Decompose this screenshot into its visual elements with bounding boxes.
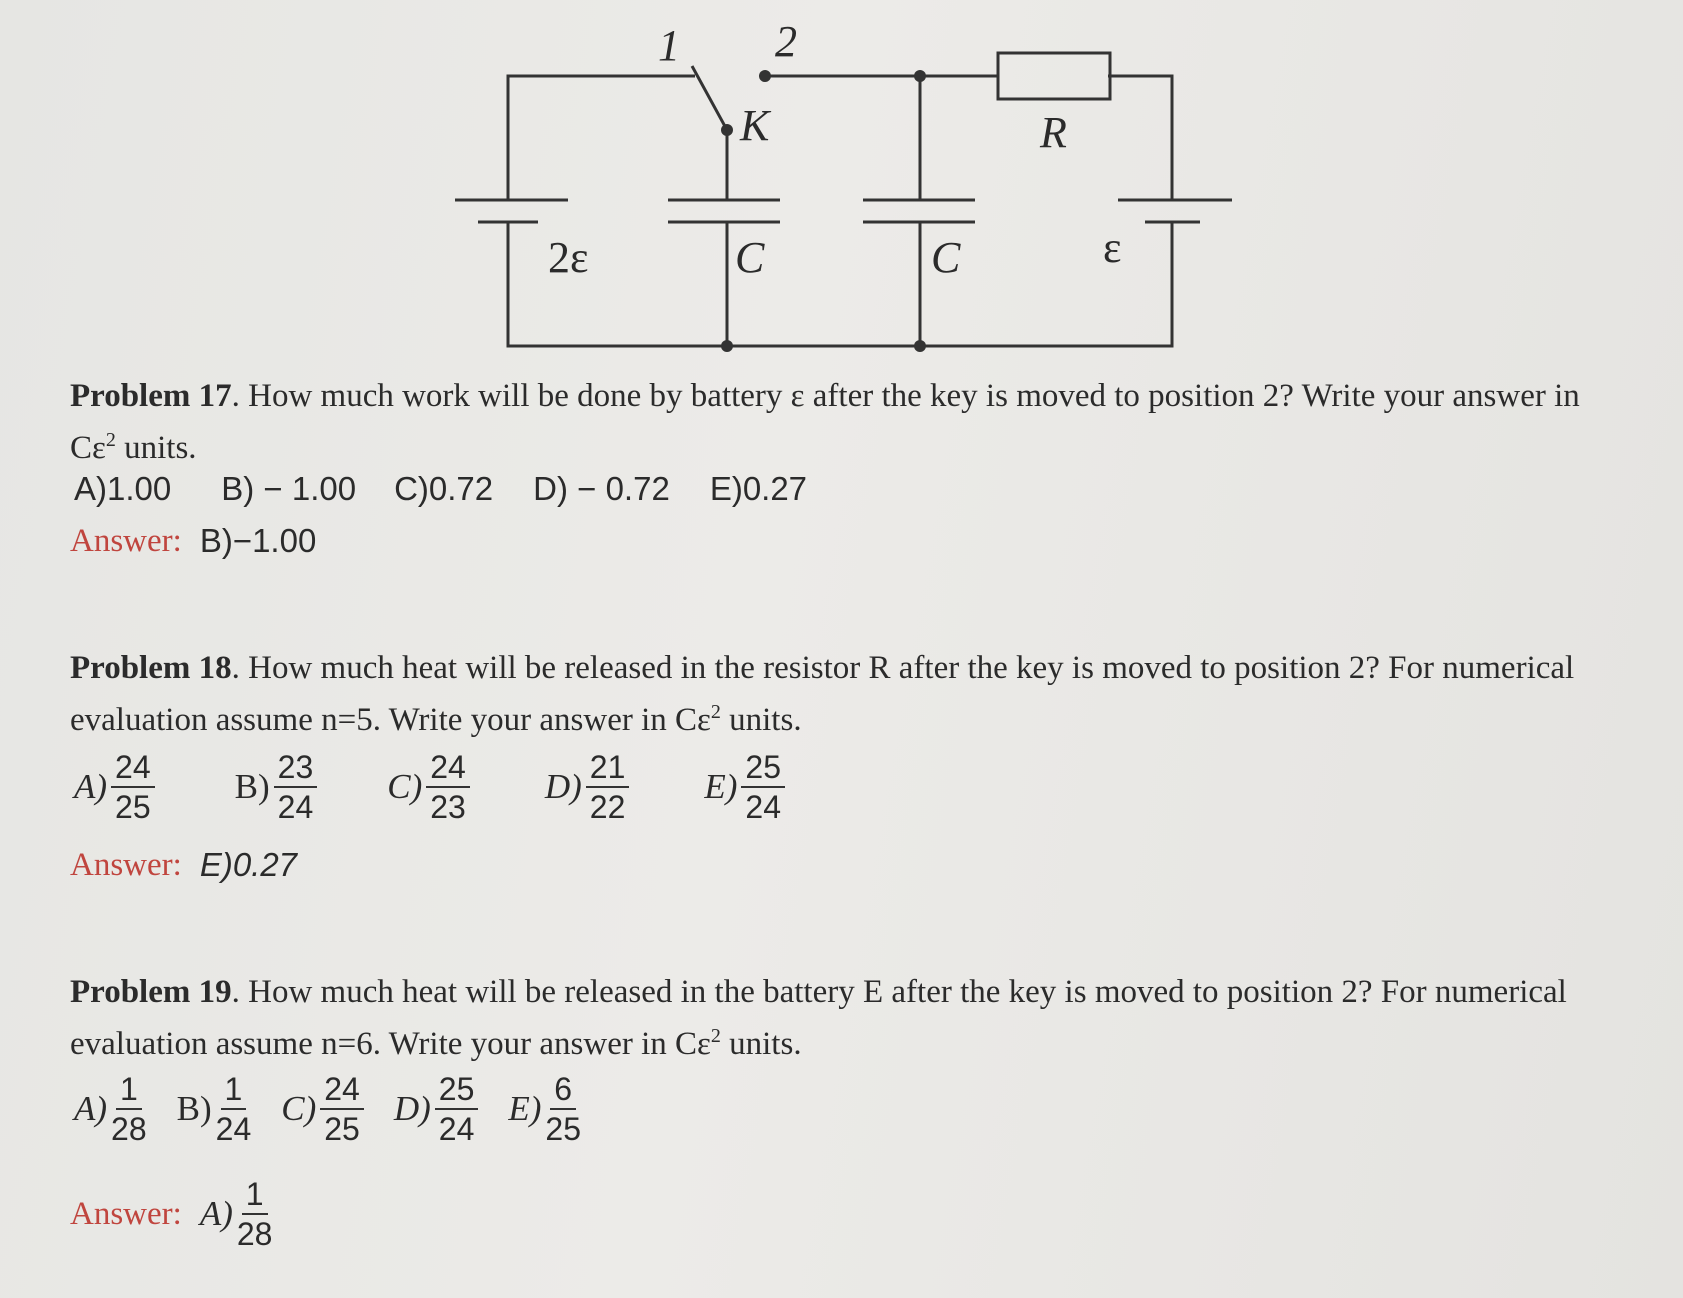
problem-17-heading: Problem 17 <box>70 378 232 414</box>
problem-19-tail: units. <box>720 1026 802 1062</box>
switch-blade <box>692 66 727 130</box>
p19-answer-label: Answer: <box>70 1195 182 1232</box>
p17-answer-label: Answer: <box>70 522 182 559</box>
p18-answer-label: Answer: <box>70 846 182 883</box>
problem-18-text <box>70 642 1630 746</box>
p18-answer-value: E)0.27 <box>199 846 298 883</box>
problem-17-options <box>74 470 807 508</box>
p18-option-a: A) $\frac{24}{25}$ <box>74 748 155 826</box>
p18-option-b: B) $\frac{23}{24}$ <box>235 748 318 826</box>
circuit-diagram <box>0 0 1683 360</box>
p19-option-a: A) $\frac{1}{28}$ <box>74 1071 147 1147</box>
problem-18-heading: Problem 18 <box>70 650 232 686</box>
switch-position-2-label: 2 <box>775 17 797 66</box>
wire-top-right <box>1108 76 1172 200</box>
p17-answer-value: B)−1.00 <box>199 522 317 559</box>
p17-option-c: C)0.72 <box>394 470 494 507</box>
problem-18-tail: units. <box>720 702 802 738</box>
p18-option-d: D) $\frac{21}{22}$ <box>545 748 630 826</box>
p19-option-e: E) $\frac{6}{25}$ <box>508 1071 581 1147</box>
p19-option-b: B) $\frac{1}{24}$ <box>176 1071 252 1147</box>
p17-option-b: B) − 1.00 <box>221 470 357 507</box>
problem-17-tail: units. <box>115 430 197 466</box>
p18-option-e: E) $\frac{25}{24}$ <box>704 748 785 826</box>
battery-right-label: ε <box>1103 223 1122 272</box>
problem-19-options <box>74 1070 581 1148</box>
problem-19-sup: 2 <box>710 1025 721 1047</box>
p19-option-d: D) $\frac{25}{24}$ <box>394 1070 479 1148</box>
junction-bottom-2 <box>914 340 926 352</box>
switch-position-1-label: 1 <box>658 21 680 70</box>
switch-contact-2 <box>759 70 771 82</box>
p17-option-e: E)0.27 <box>709 470 808 507</box>
problem-19-answer <box>70 1175 272 1253</box>
p18-option-c: C) $\frac{24}{23}$ <box>387 748 470 826</box>
wire-top-left <box>508 76 695 200</box>
capacitor-1-label: C <box>735 233 765 282</box>
wire-bottom <box>508 222 1172 346</box>
resistor-label: R <box>1040 108 1067 157</box>
problem-17-body: . How much work will be done by battery ε after the key is moved to position 2? Write your answer in Cε <box>70 378 1580 466</box>
junction-bottom-1 <box>721 340 733 352</box>
problem-18-sup: 2 <box>710 701 721 723</box>
problem-18-body: . How much heat will be released in the resistor R after the key is moved to position 2? For numerical evaluation assume n=5. Write your answer in Cε <box>70 650 1575 738</box>
key-label: K <box>740 101 770 150</box>
capacitor-2-label: C <box>931 233 961 282</box>
problem-19-heading: Problem 19 <box>70 974 232 1010</box>
battery-left-label: 2ε <box>548 233 589 282</box>
problem-17-answer <box>70 522 316 560</box>
problem-19-text <box>70 966 1630 1070</box>
problem-19-body: . How much heat will be released in the battery E after the key is moved to position 2? For numerical evaluation assume n=6. Write your answer in Cε <box>70 974 1567 1062</box>
problem-17-sup: 2 <box>105 429 116 451</box>
p17-option-a: A)1.00 <box>74 470 172 507</box>
p19-answer-value: A) $\frac{1}{28}$ <box>199 1176 273 1252</box>
resistor-body <box>998 53 1110 99</box>
p17-option-d: D) − 0.72 <box>533 470 670 507</box>
problem-17-text <box>70 370 1630 474</box>
problem-18-answer <box>70 846 297 884</box>
problem-18-options <box>74 748 785 826</box>
p19-option-c: C) $\frac{24}{25}$ <box>281 1070 364 1148</box>
